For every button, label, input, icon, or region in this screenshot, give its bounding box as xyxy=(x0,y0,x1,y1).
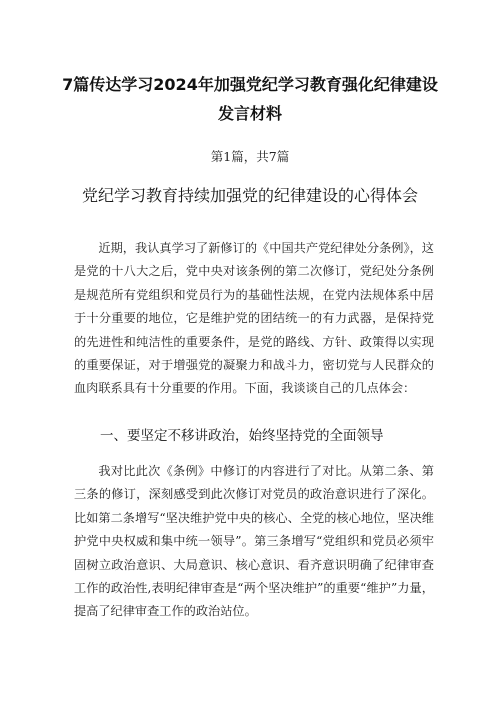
article-title: 党纪学习教育持续加强党的纪律建设的心得体会 xyxy=(81,186,418,205)
section-heading-1: 一、要坚定不移讲政治，始终坚持党的全面领导 xyxy=(100,428,384,444)
paragraph-intro: 近期，我认真学习了新修订的《中国共产党纪律处分条例》，这是党的十八大之后，党中央对该条例的第二次修订，党纪处分条例是规范所有党组织和党员行为的基础性法规，在党内法规体系中居于十分重要的地位，它是维护党的团结统一的有力武器，是保持党的先进性和纯洁性的重要条件，是党的路线、方针、政策得以实现的重要保证，对于增强党的凝聚力和战斗力，密切党与人民群众的血肉联系具有十分重要的作用。下面，我谈谈自己的几点体会： xyxy=(74,241,434,396)
part-label: 第1篇，共7篇 xyxy=(210,149,290,164)
document-title: 7篇传达学习2024年加强党纪学习教育强化纪律建设发言材料 xyxy=(62,75,438,123)
paragraph-section-1: 我对比此次《条例》中修订的内容进行了对比。从第二条、第三条的修订，深刻感受到此次修订对党员的政治意识进行了深化。比如第二条增写“坚决维护党中央的核心、全党的核心地位，坚决维护党中央权威和集中统一领导”。第三条增写“党组织和党员必须牢固树立政治意识、大局意识、核心意识、看齐意识明确了纪律审查工作的政治性,表明纪律审查是“两个坚决维护”的重要“维护”力量，提高了纪律审查工作的政治站位。 xyxy=(74,464,434,619)
